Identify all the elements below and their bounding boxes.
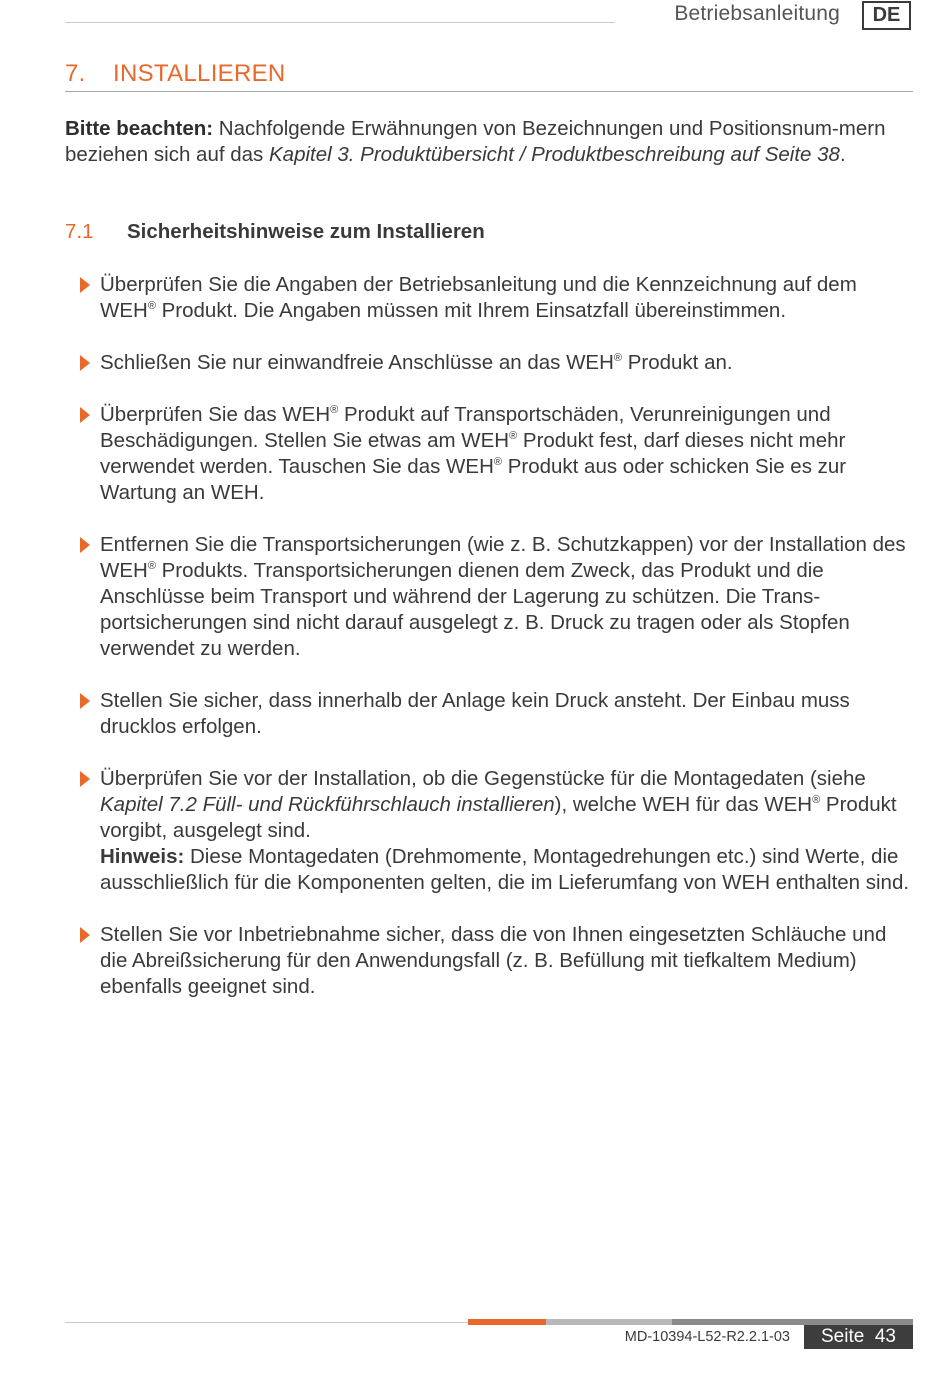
section-heading: [65, 60, 286, 88]
page-number: 43: [874, 1326, 896, 1347]
language-badge: DE: [862, 1, 911, 30]
bullet-arrow-icon: [80, 355, 90, 371]
intro-paragraph: [65, 116, 913, 168]
list-item: Entfernen Sie die Transportsicherungen (wie z. B. Schutzkappen) vor der Installation des WEH® Produkts. Transportsicherungen dienen dem Zweck, das Produkt und die Anschlüsse beim Transport und während der Lagerung zu schützen. Die Trans-portsicherungen sind nicht darauf ausgelegt z. B. Druck zu tragen oder als Stopfen verwendet zu werden.: [78, 532, 914, 662]
list-item: Überprüfen Sie die Angaben der Betriebsanleitung und die Kennzeichnung auf dem WEH® Produkt. Die Angaben müssen mit Ihrem Einsatzfall übereinstimmen.: [78, 272, 914, 324]
page-label: Seite: [820, 1326, 865, 1347]
registered-mark: ®: [509, 430, 518, 443]
subsection-heading: [65, 220, 485, 244]
chapter-reference: Kapitel 7.2 Füll- und Rückführschlauch installieren: [100, 793, 555, 816]
subsection-title: Sicherheitshinweise zum Installieren: [127, 220, 485, 243]
bullet-arrow-icon: [80, 693, 90, 709]
footer-light-bar: [546, 1319, 672, 1325]
bullet-arrow-icon: [80, 407, 90, 423]
list-item: Überprüfen Sie das WEH® Produkt auf Transportschäden, Verunreinigungen und Beschädigungen. Stellen Sie etwas am WEH® Produkt fest, darf dieses nicht mehr verwendet werden. Tauschen Sie das WEH® Produkt aus oder schicken Sie es zur Wartung an WEH.: [78, 402, 914, 506]
list-item: Stellen Sie sicher, dass innerhalb der Anlage kein Druck ansteht. Der Einbau muss drucklos erfolgen.: [78, 688, 914, 740]
subsection-number: 7.1: [65, 220, 94, 243]
intro-bold-label: Bitte beachten:: [65, 117, 214, 140]
footer-accent-bar: [468, 1319, 546, 1325]
bullet-arrow-icon: [80, 537, 90, 553]
header-title: Betriebsanleitung: [674, 2, 840, 25]
safety-instruction-list: [78, 272, 914, 1026]
registered-mark: ®: [613, 352, 623, 365]
note-text: Diese Montagedaten (Drehmomente, Montagedrehungen etc.) sind Werte, die ausschließlich für die Komponenten gelten, die im Lieferumfang von WEH enthalten sind.: [100, 845, 910, 894]
section-number: 7.: [65, 60, 86, 87]
registered-mark: ®: [330, 404, 339, 417]
intro-chapter-reference: Kapitel 3. Produktübersicht / Produktbeschreibung auf Seite 38: [269, 143, 840, 166]
header-rule: [65, 22, 615, 23]
page-indicator: [804, 1325, 913, 1349]
registered-mark: ®: [493, 456, 502, 469]
document-number: MD-10394-L52-R2.2.1-03: [624, 1329, 790, 1345]
bullet-arrow-icon: [80, 277, 90, 293]
bullet-arrow-icon: [80, 927, 90, 943]
list-item: Überprüfen Sie vor der Installation, ob die Gegenstücke für die Montagedaten (siehe Kapitel 7.2 Füll- und Rückführschlauch installieren), welche WEH für das WEH® Produkt vorgibt, ausgelegt sind. Hinweis: Diese Montagedaten (Drehmomente, Montagedrehungen etc.) sind Werte, die ausschließlich für die Komponenten gelten, die im Lieferumfang von WEH enthalten sind.: [78, 766, 914, 896]
bullet-arrow-icon: [80, 771, 90, 787]
intro-end: .: [839, 143, 846, 166]
registered-mark: ®: [812, 794, 821, 807]
section-title: INSTALLIEREN: [113, 60, 286, 87]
registered-mark: ®: [147, 300, 156, 313]
section-rule: [65, 91, 913, 92]
note-label: Hinweis:: [100, 845, 185, 868]
list-item: Stellen Sie vor Inbetriebnahme sicher, dass die von Ihnen eingesetzten Schläuche und die Abreißsicherung für den Anwendungsfall (z. B. Befüllung mit tiefkaltem Medium) ebenfalls geeignet sind.: [78, 922, 914, 1000]
list-item: Schließen Sie nur einwandfreie Anschlüsse an das WEH® Produkt an.: [78, 350, 914, 376]
intro-text: Nachfolgende Erwähnungen von Bezeichnungen und Positionsnum-mern beziehen sich auf das: [65, 117, 886, 166]
registered-mark: ®: [147, 560, 156, 573]
